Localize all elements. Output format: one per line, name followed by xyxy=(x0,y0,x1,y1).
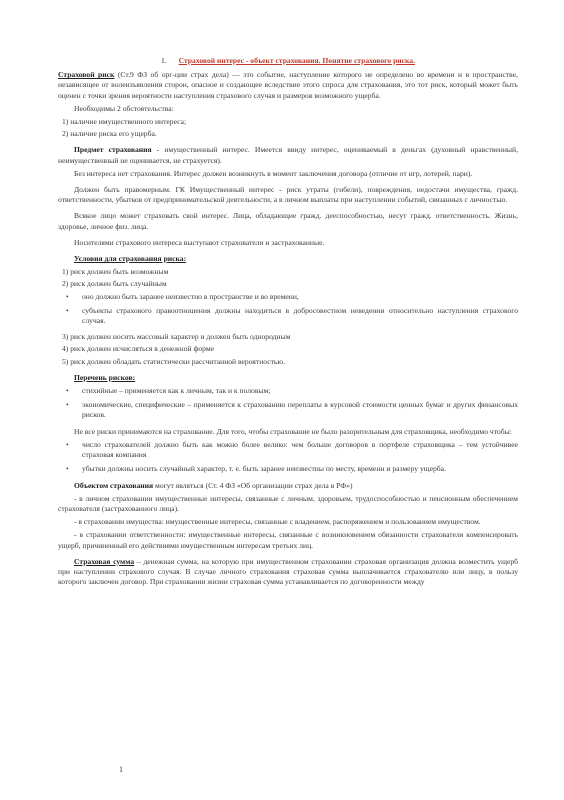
paragraph-text: экономические, специфические – применяется к страхованию переплаты в курсовой стоимости ценных бумаг и других финансовых рисков. xyxy=(82,400,518,420)
paragraph-text: (Ст.9 ФЗ об орг-ции страх дела) — это событие, наступление которого не определено во времени и в пространстве, независящее от волеизъявления сторон, опасное и создающее вследствие этого спроса для страхования, это тот риск, который может быть оценен с точки зрения вероятности наступления страхового случая и размеров возможного ущерба. xyxy=(58,70,518,100)
bullet-item xyxy=(58,292,518,302)
underlined-term: Страховая сумма xyxy=(74,556,135,566)
paragraph xyxy=(58,557,518,588)
paragraph-text: 4) риск должен исчисляться в денежной форме xyxy=(62,344,215,354)
bullet-item xyxy=(58,464,518,474)
paragraph-text: число страхователей должно быть как можно более велико: чем больше договоров в портфеле страховщика – тем устойчивее страховая компания xyxy=(82,439,518,460)
page-number: 1 xyxy=(119,765,123,774)
subheading xyxy=(58,254,518,264)
document-body xyxy=(58,70,518,587)
paragraph-text: оно должно быть заранее неизвестно в пространстве и во времени, xyxy=(82,291,299,301)
paragraph-text: Всякое лицо может страховать свой интерес. Лица, обладающие гражд. дееспособностью, несут гражд. ответственность. Жизнь, здоровье, личное физ. лица. xyxy=(58,211,518,231)
paragraph-text: Не все риски принимаются на страхование. Для того, чтобы страхование не было разорительным для страховщика, необходимо чтобы: xyxy=(74,426,512,436)
paragraph xyxy=(58,211,518,231)
paragraph xyxy=(58,145,518,165)
paragraph-text: 3) риск должен носить массовый характер и должен быть однородным xyxy=(62,332,291,342)
section-heading: Страховой интерес - объект страхования. Понятие страхового риска. xyxy=(178,56,415,65)
numbered-item xyxy=(58,129,518,139)
paragraph-text: 1) риск должен быть возможным xyxy=(62,267,169,277)
section-number: 1. xyxy=(160,56,167,65)
paragraph xyxy=(58,169,518,179)
bullet-item xyxy=(58,440,518,460)
subheading xyxy=(58,373,518,383)
bullet-item xyxy=(58,306,518,326)
paragraph-text: стихийные – применяется как к личным, так и к половым; xyxy=(82,386,271,396)
numbered-item xyxy=(58,357,518,367)
paragraph xyxy=(58,238,518,248)
paragraph-text: Без интереса нет страхования. Интерес должен возникнуть в момент заключения договора (отличие от игр, лотерей, пари). xyxy=(74,168,473,178)
paragraph-text: 1) наличие имущественного интереса; xyxy=(62,117,187,127)
numbered-item xyxy=(58,279,518,289)
paragraph-text: - имущественный интерес. Имеется ввиду интерес, оцениваемый в деньгах (духовный нравственный, неимущественный не оценивается, не страхуется). xyxy=(58,145,518,165)
numbered-item xyxy=(58,267,518,277)
paragraph xyxy=(58,494,518,514)
bullet-item xyxy=(58,386,518,396)
paragraph-text: - в личном страховании имущественные интересы, связанные с личным, здоровьем, трудоспособностью и пенсионным обеспечением страхователя (застрахованного лица). xyxy=(58,493,518,513)
paragraph-text: 2) риск должен быть случайным xyxy=(62,279,167,289)
paragraph xyxy=(58,530,518,550)
underlined-term: Условия для страхования риска: xyxy=(74,254,187,264)
paragraph xyxy=(58,427,518,437)
paragraph-text: убытки должны носить случайный характер, т. е. быть заранее неизвестны по месту, времени и размеру ущерба. xyxy=(82,464,446,474)
paragraph-text: – денежная сумма, на которую при имущественном страховании страховая организация должна возместить ущерб при наступлении страхового случая. В случае личного страхования страховая сумма выплачивается страхователю или лицу, в пользу которого заключен договор. При страховании жизни страховая сумма устанавливается по договоренности между xyxy=(58,556,518,587)
section-title xyxy=(58,56,518,66)
paragraph-text: Носителями страхового интереса выступают страхователи и застрахованные. xyxy=(74,237,325,247)
underlined-term: Страховой риск xyxy=(58,70,115,80)
paragraph-text: - в страховании ответственности: имущественные интересы, связанные с возникновением обязанности страхователя компенсировать ущерб, причиненный его действиями имущественным интересам третьих лиц. xyxy=(58,530,518,550)
paragraph xyxy=(58,481,518,491)
definition-paragraph xyxy=(58,70,518,101)
bold-term: Предмет страхования xyxy=(74,145,152,155)
paragraph-text: 5) риск должен обладать статистически рассчитанной вероятностью. xyxy=(62,356,285,366)
bullet-item xyxy=(58,400,518,420)
paragraph-text: субъекты страхового правоотношения должны находиться в добросовестном неведении относительно наступления страхового случая. xyxy=(82,305,518,326)
paragraph-text: Должен быть правомерным. ГК Имущественный интерес - риск утраты (гибели), повреждения, недостачи имущества, гражд. ответственности, убытков от предпринимательской деятельности, а в личном выплаты при наступлении событий, связанных с личностью. xyxy=(58,185,518,205)
underlined-term: Перечень рисков: xyxy=(74,372,136,382)
paragraph xyxy=(58,104,518,114)
numbered-item xyxy=(58,344,518,354)
bold-term: Объектом страхования xyxy=(74,480,154,490)
paragraph xyxy=(58,185,518,205)
numbered-item xyxy=(58,332,518,342)
numbered-item xyxy=(58,117,518,127)
paragraph-text: Необходимы 2 обстоятельства: xyxy=(74,103,174,113)
paragraph-text: 2) наличие риска его ущерба. xyxy=(62,129,157,139)
paragraph-text: - в страховании имущества: имущественные интересы, связанные с владением, распоряжением и пользованием имуществом. xyxy=(74,517,481,527)
paragraph xyxy=(58,517,518,527)
paragraph-text: могут являться (Ст. 4 ФЗ «Об организации страх дела в РФ») xyxy=(153,480,353,490)
